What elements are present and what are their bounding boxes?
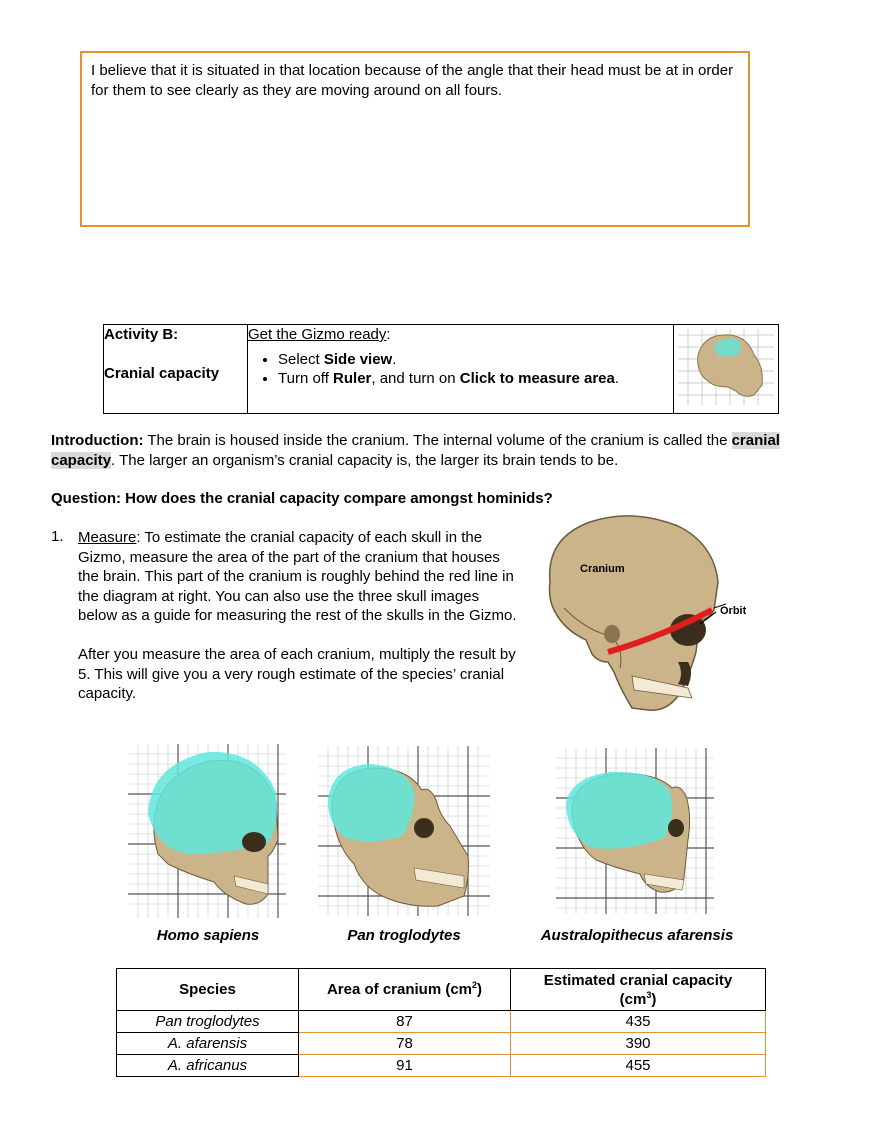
step-bold: Click to measure area: [459, 370, 615, 387]
activity-subtitle: Cranial capacity: [104, 365, 220, 382]
table-row: [117, 1055, 766, 1077]
step-text: Select: [278, 351, 324, 368]
intro-text: The brain is housed inside the cranium. The internal volume of the cranium is called the: [143, 432, 732, 449]
header-capacity: [511, 969, 766, 1011]
step-bold: Ruler: [333, 370, 372, 387]
step-text: .: [392, 351, 397, 368]
cell-species: A. africanus: [117, 1055, 299, 1077]
header-capacity-text: Estimated cranial capacity: [543, 971, 733, 989]
step-text: Turn off: [278, 370, 334, 387]
activity-title-cell: [104, 325, 248, 414]
cell-capacity-input[interactable]: 390: [511, 1033, 766, 1055]
pan-troglodytes-skull-image: [318, 746, 490, 916]
measure-label: Measure: [78, 529, 137, 546]
header-species: Species: [117, 969, 299, 1011]
table-row: [117, 1033, 766, 1055]
header-area: [299, 969, 511, 1011]
skull-thumbnail-image: [674, 325, 778, 409]
header-capacity-close: ): [651, 990, 657, 1008]
activity-header-table: [103, 324, 779, 414]
intro-text-end: . The larger an organism’s cranial capacity is, the larger its brain tends to be.: [111, 452, 619, 469]
homo-sapiens-skull-image: [128, 744, 286, 918]
activity-thumbnail-cell: [674, 325, 779, 414]
measure-text: : To estimate the cranial capacity of each skull in the Gizmo, measure the area of the part of the cranium that houses the brain. This part of the cranium is roughly behind the red line in the diagram at right. You can also use the three skull images below as a guide for measuring the rest of the skulls in the Gizmo.: [78, 529, 517, 624]
header-area-text: Area of cranium (cm: [326, 981, 473, 998]
activity-label: Activity B:: [104, 326, 179, 343]
intro-label: Introduction:: [51, 432, 144, 449]
question-heading: Question: How does the cranial capacity compare amongst hominids?: [51, 490, 553, 507]
caption-australopithecus-afarensis: Australopithecus afarensis: [540, 927, 734, 944]
item-number: 1.: [51, 528, 64, 545]
header-capacity-unit: (cm: [619, 990, 647, 1008]
setup-heading: Get the Gizmo ready: [248, 326, 387, 343]
cell-area-input[interactable]: 91: [299, 1055, 511, 1077]
step-text: .: [614, 370, 620, 387]
cell-area-input[interactable]: 87: [299, 1011, 511, 1033]
cranial-capacity-table: [116, 968, 766, 1077]
skull-diagram: [528, 512, 758, 716]
cranium-label: Cranium: [580, 563, 625, 575]
cell-species: A. afarensis: [117, 1033, 299, 1055]
orbit-label: Orbit: [720, 605, 747, 617]
cell-capacity-input[interactable]: 455: [511, 1055, 766, 1077]
step-text: , and turn on: [371, 370, 460, 387]
step-bold: Side view: [323, 351, 393, 368]
answer-box[interactable]: [80, 51, 750, 227]
term-cranial-capacity: cranial capacity: [51, 432, 780, 469]
introduction-paragraph: [51, 431, 831, 471]
cell-area-input[interactable]: 78: [299, 1033, 511, 1055]
answer-text: I believe that it is situated in that location because of the angle that their head must be at in order for them to see clearly as they are moving around on all fours.: [91, 62, 734, 99]
setup-step: [278, 369, 673, 388]
caption-pan-troglodytes: Pan troglodytes: [347, 927, 461, 944]
cell-capacity-input[interactable]: 435: [511, 1011, 766, 1033]
caption-homo-sapiens: Homo sapiens: [156, 927, 260, 944]
setup-colon: :: [386, 326, 391, 343]
activity-setup-cell: [248, 325, 674, 414]
header-area-close: ): [477, 981, 483, 998]
header-area-exp: 2: [472, 980, 478, 990]
header-capacity-exp: 3: [646, 989, 652, 1000]
cell-species: Pan troglodytes: [117, 1011, 299, 1033]
australopithecus-afarensis-skull-image: [556, 748, 714, 914]
measure-instruction: [51, 528, 521, 704]
setup-step: [278, 350, 673, 369]
measure-text-2: After you measure the area of each cranium, multiply the result by 5. This will give you a very rough estimate of the species’ cranial capacity.: [78, 646, 516, 702]
setup-steps: [248, 350, 673, 388]
table-header-row: [117, 969, 766, 1011]
table-row: [117, 1011, 766, 1033]
